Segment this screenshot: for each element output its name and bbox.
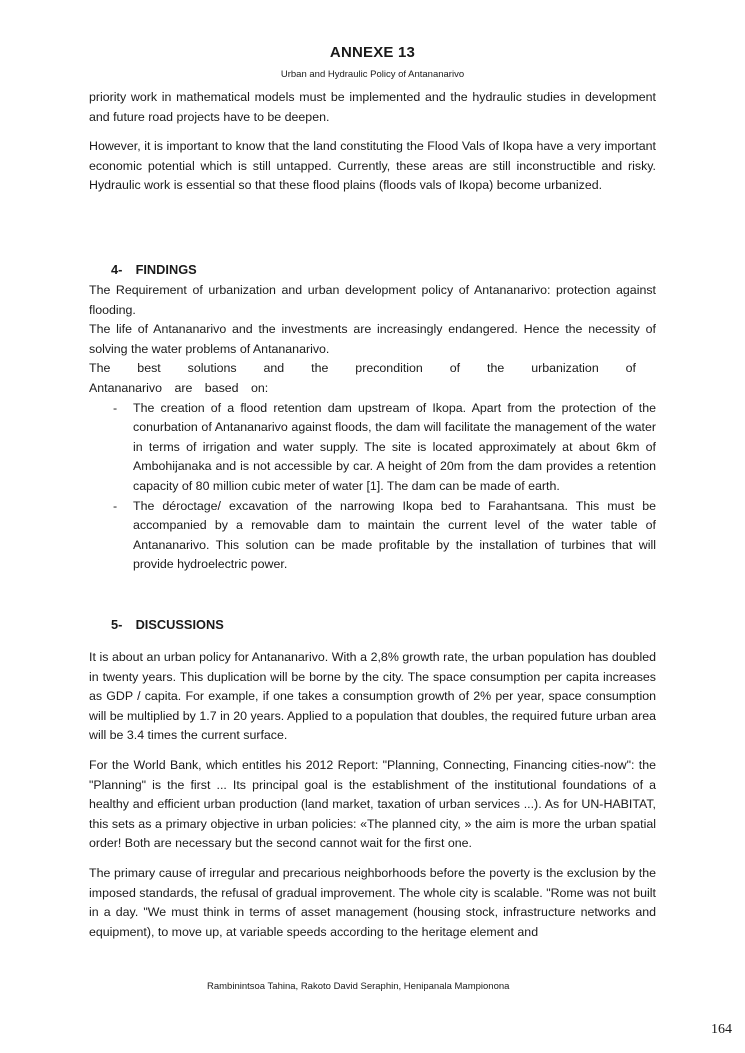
bullet-item bbox=[89, 497, 656, 575]
bullet-item bbox=[89, 399, 656, 497]
discussions-paragraph-3 bbox=[89, 864, 656, 942]
section-number: 4- bbox=[111, 262, 123, 277]
bullet-dash: - bbox=[113, 400, 118, 415]
bullet-dash: - bbox=[113, 498, 118, 513]
section-title: DISCUSSIONS bbox=[135, 617, 224, 632]
bullet-text: The déroctage/ excavation of the narrowing Ikopa bed to Farahantsana. This must be accompanied by a removable dam to maintain the current level of the water table of Antananarivo. This solution can be made profitable by the installation of turbines that will provide hydroelectric power. bbox=[133, 498, 656, 572]
discussions-paragraph-2 bbox=[89, 756, 656, 854]
intro-paragraph-2 bbox=[89, 137, 656, 196]
findings-paragraph-1: The Requirement of urbanization and urban development policy of Antananarivo: protection against flooding. bbox=[89, 283, 656, 317]
findings-paragraph-2: The life of Antananarivo and the investments are increasingly endangered. Hence the necessity of solving the water problems of Antananarivo. bbox=[89, 322, 656, 356]
section-heading-discussions bbox=[111, 617, 224, 632]
section-number: 5- bbox=[111, 617, 123, 632]
paragraph-text: The primary cause of irregular and precarious neighborhoods before the poverty is the exclusion by the imposed standards, the refusal of gradual improvement. The whole city is scalable. "Rome was not built in a day. "We must think in terms of asset management (housing stock, infrastructure networks and equipment), to move up, at variable speeds according to the heritage element and bbox=[89, 866, 656, 939]
section-title: FINDINGS bbox=[135, 262, 197, 277]
findings-paragraph-3-line-2: Antananarivo are based on: bbox=[89, 380, 269, 395]
intro-paragraph-1 bbox=[89, 88, 656, 127]
paragraph-text: priority work in mathematical models must be implemented and the hydraulic studies in development and future road projects have to be deepen. bbox=[89, 90, 656, 124]
findings-paragraph-3-line-1: The best solutions and the precondition of the urbanization of bbox=[89, 361, 636, 376]
paragraph-text: For the World Bank, which entitles his 2012 Report: "Planning, Connecting, Financing cities-now": the "Planning" is the first ... Its principal goal is the establishment of the institutional foundations of a healthy and efficient urban production (land market, taxation of urban services ...). As for UN-HABITAT, this sets as a primary objective in urban policies: «The planned city, » the aim is more the urban spatial order! Both are necessary but the second cannot wait for the first one. bbox=[89, 758, 656, 851]
footer-authors: Rambinintsoa Tahina, Rakoto David Seraphin, Henipanala Mampionona bbox=[207, 981, 510, 992]
annex-title: ANNEXE 13 bbox=[329, 44, 416, 61]
paragraph-text: However, it is important to know that the land constituting the Flood Vals of Ikopa have a very important economic potential which is still untapped. Currently, these areas are still inconstructible and risky. Hydraulic work is essential so that these flood plains (floods vals of Ikopa) become urbanized. bbox=[89, 139, 656, 193]
paragraph-text: It is about an urban policy for Antananarivo. With a 2,8% growth rate, the urban population has doubled in twenty years. This duplication will be borne by the city. The space consumption per capita increases as GDP / capita. For example, if one takes a consumption growth of 2% per year, space consumption will be multiplied by 1.7 in 20 years. Applied to a population that doubles, the required future urban area will be 3.4 times the current surface. bbox=[89, 650, 656, 743]
page-number: 164 bbox=[711, 1022, 732, 1037]
discussions-paragraph-1 bbox=[89, 648, 656, 746]
running-header: Urban and Hydraulic Policy of Antananarivo bbox=[280, 69, 465, 80]
section-heading-findings bbox=[111, 262, 197, 277]
bullet-text: The creation of a flood retention dam upstream of Ikopa. Apart from the protection of the conurbation of Antananarivo against floods, the dam will facilitate the management of the water in terms of irrigation and water supply. The site is located approximately at about 6km of Ambohijanaka and is not accessible by car. A height of 20m from the dam provides a retention capacity of 80 million cubic meter of water [1]. The dam can be made of earth. bbox=[133, 400, 656, 493]
findings-body bbox=[89, 281, 656, 575]
